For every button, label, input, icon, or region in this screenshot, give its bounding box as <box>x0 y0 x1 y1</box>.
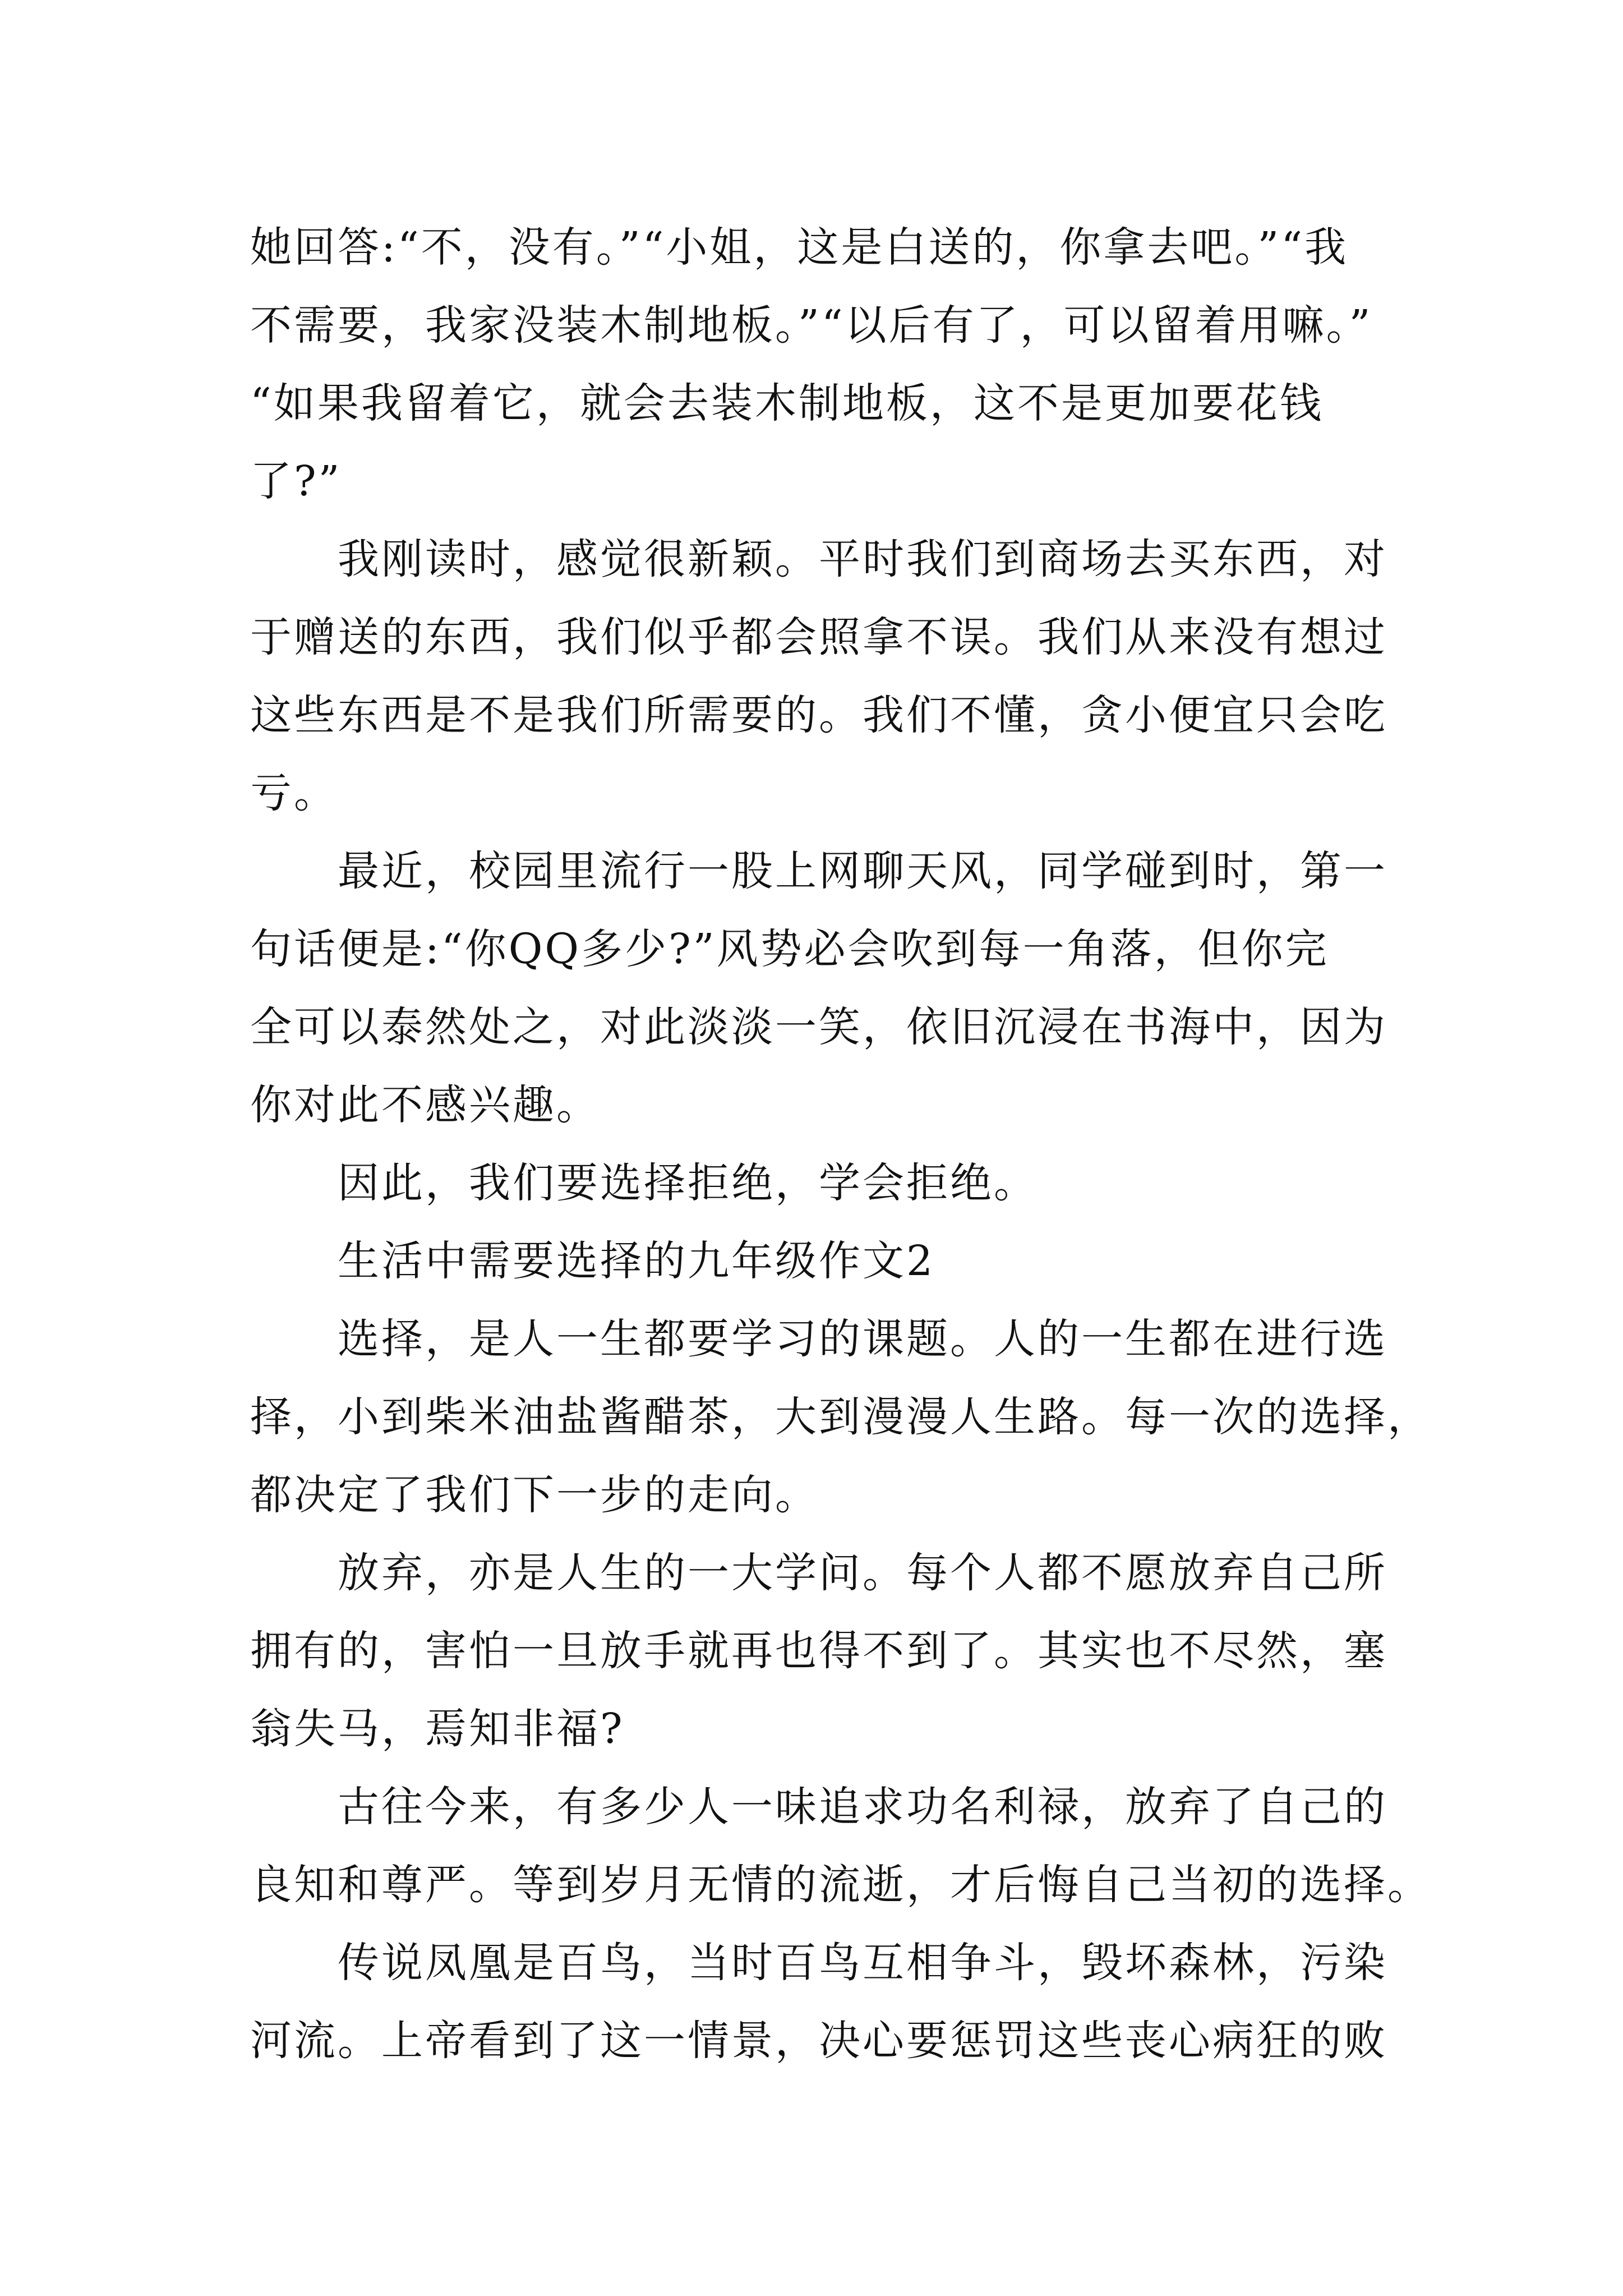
paragraph-start-line: 传说凤凰是百鸟，当时百鸟互相争斗，毁坏森林，污染 <box>338 1939 1387 1987</box>
text-line: 句话便是:“你QQ多少?”风势必会吹到每一角落，但你完 <box>250 925 1329 973</box>
paragraph-start-line: 放弃，亦是人生的一大学问。每个人都不愿放弃自己所 <box>338 1549 1387 1597</box>
text-line: 全可以泰然处之，对此淡淡一笑，依旧沉浸在书海中，因为 <box>250 1003 1387 1051</box>
text-line: 于赠送的东西，我们似乎都会照拿不误。我们从来没有想过 <box>250 613 1387 661</box>
paragraph-start-line: 选择，是人一生都要学习的课题。人的一生都在进行选 <box>338 1315 1387 1363</box>
text-line: 这些东西是不是我们所需要的。我们不懂，贪小便宜只会吃 <box>250 691 1387 739</box>
text-line: 你对此不感兴趣。 <box>250 1081 600 1129</box>
text-line: 她回答:“不，没有。”“小姐，这是白送的，你拿去吧。”“我 <box>250 223 1349 272</box>
text-line: 翁失马，焉知非福? <box>250 1705 625 1753</box>
text-line: “如果我留着它，就会去装木制地板，这不是更加要花钱 <box>250 379 1324 427</box>
text-line: 都决定了我们下一步的走向。 <box>250 1471 819 1519</box>
text-line: 择，小到柴米油盐酱醋茶，大到漫漫人生路。每一次的选择， <box>250 1393 1431 1441</box>
body-text <box>250 209 1431 2080</box>
text-line: 河流。上帝看到了这一情景，决心要惩罚这些丧心病狂的败 <box>250 2017 1387 2065</box>
paragraph-start-line: 因此，我们要选择拒绝，学会拒绝。 <box>338 1159 1038 1207</box>
text-line: 亏。 <box>250 769 338 817</box>
text-line: 良知和尊严。等到岁月无情的流逝，才后悔自己当初的选择。 <box>250 1861 1431 1909</box>
paragraph-start-line: 我刚读时，感觉很新颖。平时我们到商场去买东西，对 <box>338 535 1387 583</box>
text-line: 不需要，我家没装木制地板。”“以后有了，可以留着用嘛。” <box>250 301 1373 349</box>
text-line: 拥有的，害怕一旦放手就再也得不到了。其实也不尽然，塞 <box>250 1627 1387 1675</box>
paragraph-start-line: 最近，校园里流行一股上网聊天风，同学碰到时，第一 <box>338 847 1387 895</box>
text-line: 了?” <box>250 457 342 505</box>
section-title: 生活中需要选择的九年级作文2 <box>338 1237 935 1285</box>
paragraph-start-line: 古往今来，有多少人一味追求功名利禄，放弃了自己的 <box>338 1783 1387 1831</box>
